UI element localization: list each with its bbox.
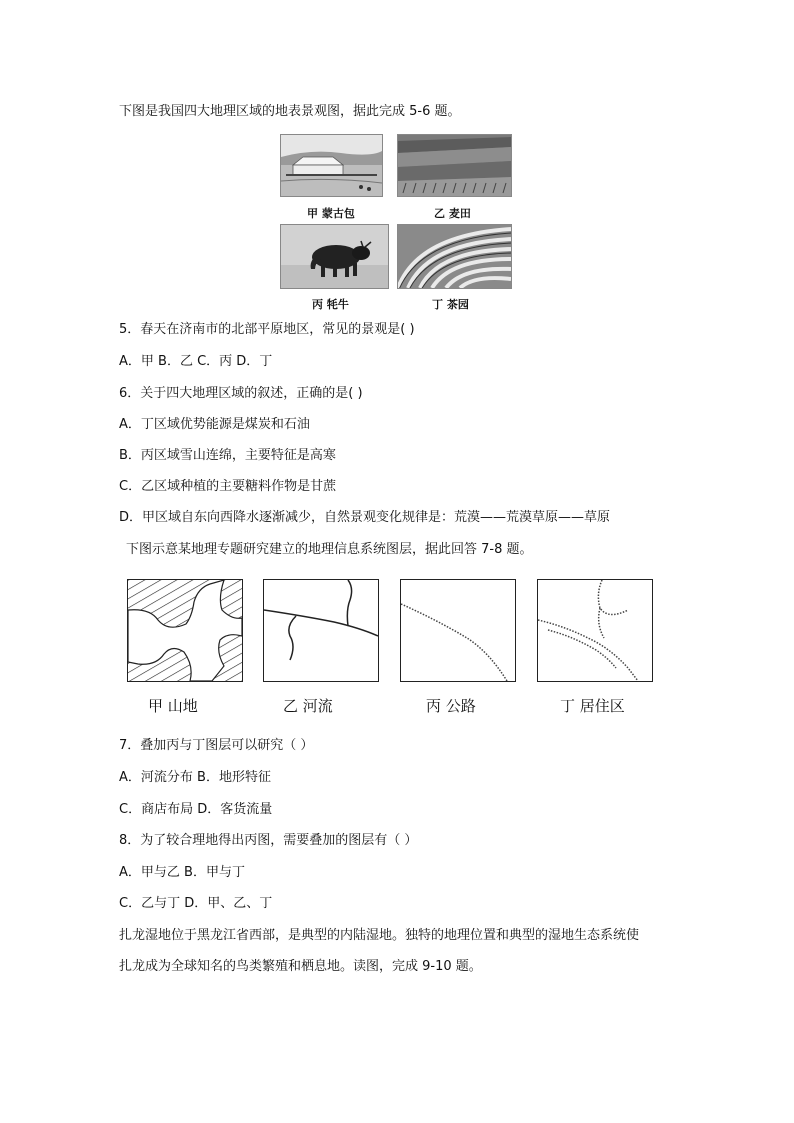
intro-5-6: 下图是我国四大地理区域的地表景观图，据此完成 5-6 题。 (119, 104, 461, 119)
yurt-image (281, 135, 382, 196)
tea-garden-image (398, 225, 511, 288)
mountain-layer-map (128, 580, 242, 681)
question-6-option-c: C．乙区域种植的主要糖料作物是甘蔗 (119, 479, 337, 494)
label-residential: 丁 居住区 (560, 697, 625, 715)
question-8-options-cd: C．乙与丁 D．甲、乙、丁 (119, 896, 273, 911)
intro-9-10-line2: 扎龙成为全球知名的鸟类繁殖和栖息地。读图，完成 9-10 题。 (119, 959, 482, 974)
label-river: 乙 河流 (283, 697, 333, 715)
question-5-options: A．甲 B．乙 C．丙 D．丁 (119, 354, 273, 369)
residential-layer-map (538, 580, 652, 681)
label-mountain: 甲 山地 (148, 697, 198, 715)
question-7-options-ab: A．河流分布 B．地形特征 (119, 770, 271, 785)
caption-tea-garden: 丁 茶园 (432, 298, 469, 311)
layer-mountain (127, 579, 243, 682)
photo-tea-garden (397, 224, 512, 289)
yak-image (281, 225, 388, 288)
label-road: 丙 公路 (426, 697, 476, 715)
caption-yurt: 甲 蒙古包 (307, 207, 355, 220)
question-6-option-a: A．丁区域优势能源是煤炭和石油 (119, 417, 310, 432)
caption-wheat: 乙 麦田 (434, 207, 471, 220)
river-layer-map (264, 580, 378, 681)
question-6-option-d: D．甲区域自东向西降水逐渐减少，自然景观变化规律是：荒漠——荒漠草原——草原 (119, 510, 611, 525)
question-8-stem: 8．为了较合理地得出丙图，需要叠加的图层有（ ） (119, 833, 418, 848)
layer-road (400, 579, 516, 682)
question-6-option-b: B．丙区域雪山连绵，主要特征是高寒 (119, 448, 336, 463)
question-6-stem: 6．关于四大地理区域的叙述，正确的是( ) (119, 386, 363, 401)
question-7-stem: 7．叠加丙与丁图层可以研究（ ） (119, 738, 314, 753)
layer-residential (537, 579, 653, 682)
intro-7-8: 下图示意某地理专题研究建立的地理信息系统图层，据此回答 7-8 题。 (126, 542, 533, 557)
question-5-stem: 5．春天在济南市的北部平原地区，常见的景观是( ) (119, 322, 415, 337)
photo-yurt (280, 134, 383, 197)
layer-river (263, 579, 379, 682)
photo-wheat (397, 134, 512, 197)
wheat-image (398, 135, 511, 196)
question-7-options-cd: C．商店布局 D．客货流量 (119, 802, 273, 817)
photo-yak (280, 224, 389, 289)
question-8-options-ab: A．甲与乙 B．甲与丁 (119, 865, 245, 880)
intro-9-10-line1: 扎龙湿地位于黑龙江省西部，是典型的内陆湿地。独特的地理位置和典型的湿地生态系统使 (119, 928, 640, 943)
caption-yak: 丙 牦牛 (312, 298, 349, 311)
road-layer-map (401, 580, 515, 681)
